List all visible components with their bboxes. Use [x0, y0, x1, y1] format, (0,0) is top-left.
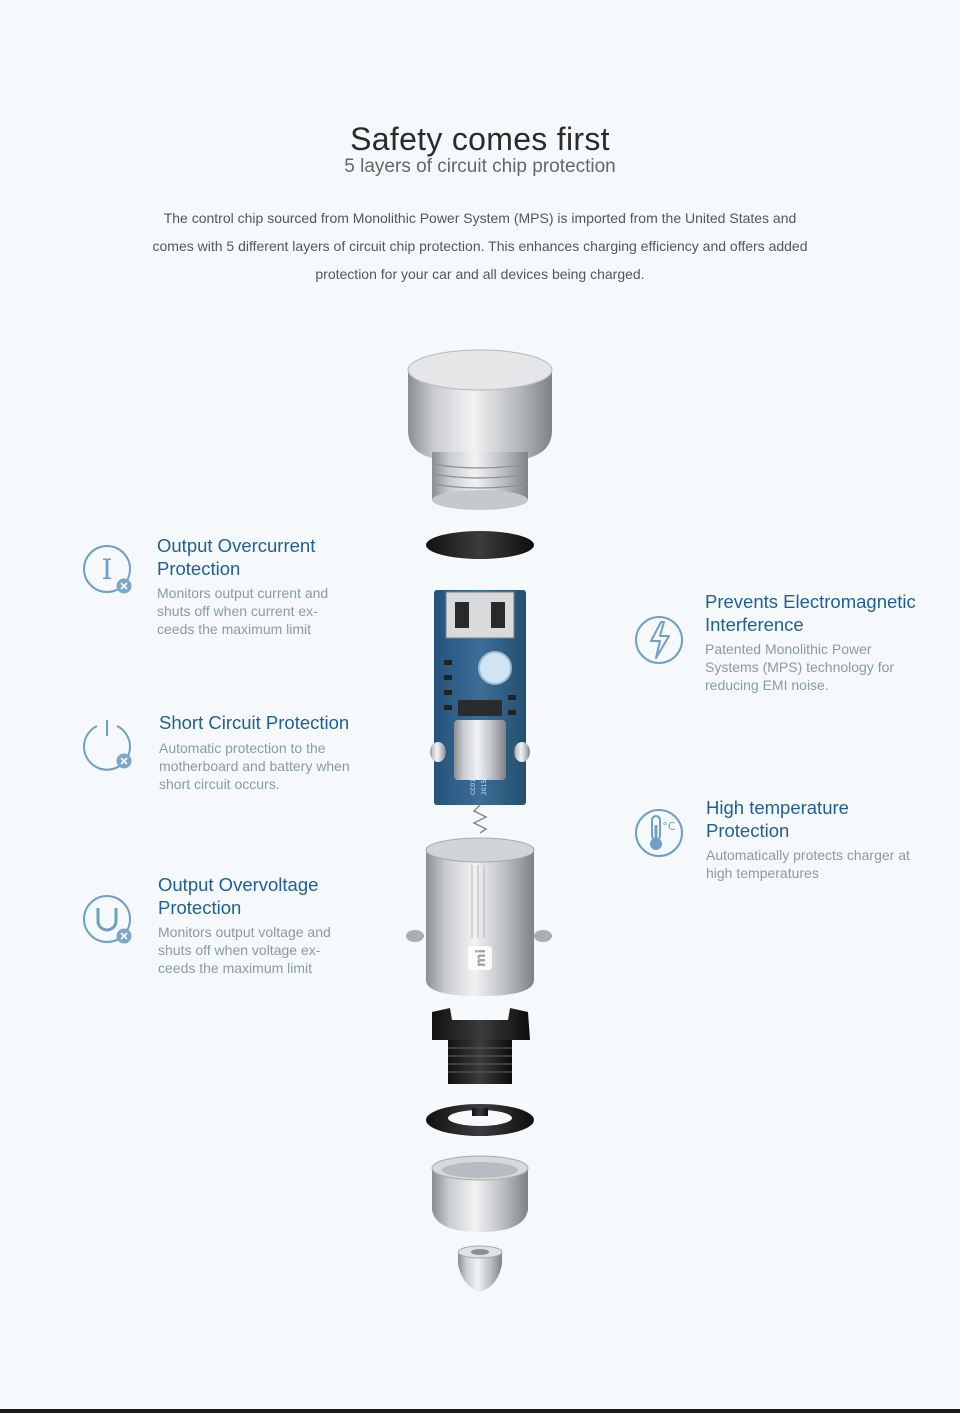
mi-logo: mi — [474, 948, 489, 968]
feature-short-circuit-desc: Automatic protection to the motherboard and battery when short circuit occurs. — [159, 739, 350, 792]
feature-overcurrent — [157, 535, 357, 638]
page-subtitle: 5 layers of circuit chip protection — [344, 156, 616, 177]
black-ring-part — [426, 1104, 534, 1136]
feature-temperature — [706, 797, 926, 882]
feature-short-circuit — [159, 712, 369, 793]
page-title: Safety comes first — [350, 121, 610, 158]
circuit-board-part — [430, 590, 530, 833]
svg-text:I: I — [101, 553, 113, 586]
top-cap-part — [408, 350, 552, 510]
bottom-rule — [0, 1409, 960, 1413]
intro-paragraph: The control chip sourced from Monolithic Power System (MPS) is imported from the United States and comes with 5 different layers of circuit chip protection. This enhances charging efficiency and offers added protection for your car and all devices being charged. — [152, 210, 808, 282]
feature-temperature-title: High temperature Protection — [706, 797, 849, 841]
feature-overvoltage-title: Output Overvoltage Protection — [158, 874, 319, 918]
svg-text:°C: °C — [662, 820, 676, 833]
feature-emi — [705, 591, 945, 694]
feature-overcurrent-desc: Monitors output current and shuts off when current ex- ceeds the maximum limit — [157, 585, 329, 637]
main-body-part — [406, 838, 552, 996]
exploded-charger-illustration — [380, 340, 580, 1310]
lightning-icon — [631, 612, 687, 668]
thermometer-icon — [631, 805, 687, 861]
contact-tip-part — [458, 1246, 502, 1292]
feature-emi-title: Prevents Electromagnetic Interference — [705, 591, 916, 635]
voltage-u-icon — [80, 892, 136, 948]
power-icon — [80, 717, 136, 773]
metal-cup-part — [432, 1156, 528, 1232]
feature-temperature-desc: Automatically protects charger at high temperatures — [706, 847, 910, 881]
feature-overvoltage — [158, 874, 358, 977]
feature-emi-desc: Patented Monolithic Power Systems (MPS) technology for reducing EMI noise. — [705, 641, 895, 693]
board-date-text: 20150723 — [481, 764, 488, 795]
feature-overcurrent-title: Output Overcurrent Protection — [157, 535, 316, 579]
feature-overvoltage-desc: Monitors output voltage and shuts off when voltage ex- ceeds the maximum limit — [158, 924, 331, 976]
current-i-icon — [80, 542, 136, 598]
black-connector-part — [432, 1008, 530, 1084]
board-code-text: CC01-M8-4A — [470, 757, 477, 795]
feature-short-circuit-title: Short Circuit Protection — [159, 712, 350, 733]
black-disc-part — [426, 531, 534, 559]
